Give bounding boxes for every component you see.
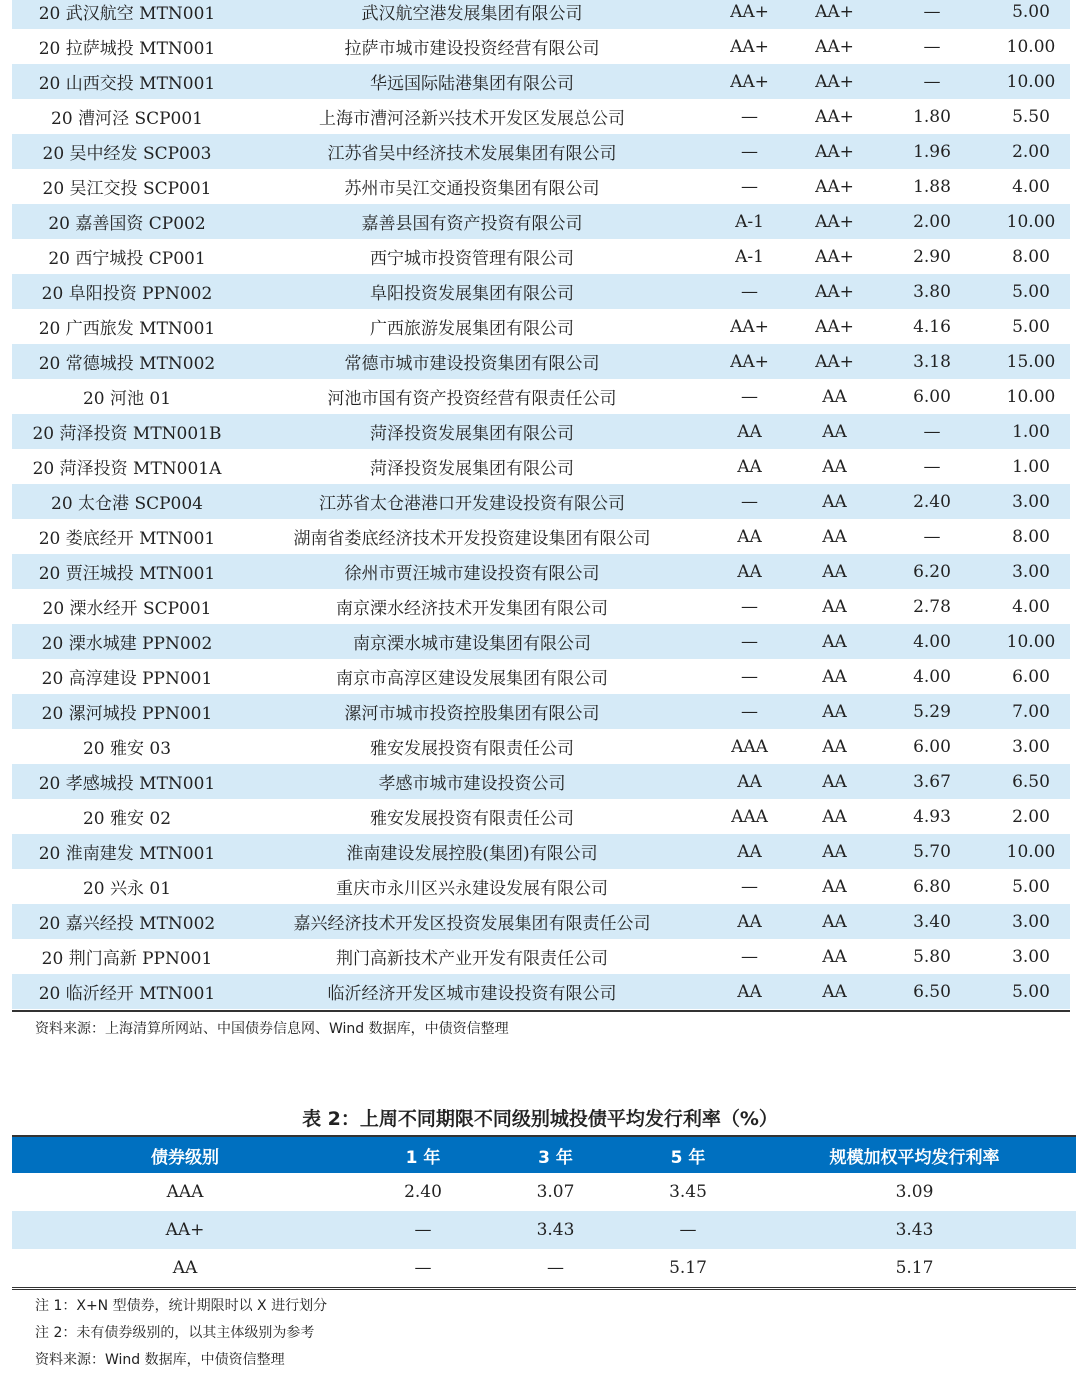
table-row	[12, 624, 1070, 659]
table-cell: 2.90	[913, 246, 951, 267]
table-row	[12, 589, 1070, 624]
note-1: 注 1：X+N 型债券，统计期限时以 X 进行划分	[35, 1298, 328, 1314]
table-cell: 2.40	[913, 491, 951, 512]
table-cell: 3.07	[536, 1182, 575, 1202]
table-row	[12, 274, 1070, 309]
table-cell: 3.80	[913, 281, 951, 302]
table-cell: 河池市国有资产投资经营有限责任公司	[327, 389, 617, 409]
table-cell: 1.00	[1012, 456, 1050, 477]
table-cell: 3.45	[669, 1182, 707, 1202]
table-cell: 3.00	[1012, 561, 1050, 582]
table-cell: 5.17	[895, 1258, 934, 1278]
table-cell: AA	[822, 701, 847, 722]
table-cell: 苏州市吴江交通投资集团有限公司	[344, 179, 600, 199]
bond-issuance-table	[12, 0, 1070, 1009]
table-cell: 8.00	[1012, 526, 1050, 547]
table-cell: 3.00	[1012, 946, 1050, 967]
table-cell: 拉萨市城市建设投资经营有限公司	[344, 39, 600, 59]
table-cell: 南京溧水城市建设集团有限公司	[353, 634, 591, 654]
table2-title: 表 2：上周不同期限不同级别城投债平均发行利率（%）	[302, 1108, 778, 1130]
table-row	[12, 974, 1070, 1009]
table-cell: AA+	[815, 71, 854, 92]
table-row	[12, 904, 1070, 939]
table-cell: AA	[822, 841, 847, 862]
table-cell: 淮南建设发展控股(集团)有限公司	[346, 844, 598, 864]
table-cell: 20 高淳建设 PPN001	[41, 669, 213, 689]
table-cell: 20 菏泽投资 MTN001B	[32, 424, 222, 444]
header-cell: 1 年	[405, 1147, 441, 1168]
table-cell: A-1	[735, 246, 764, 267]
table-cell: 上海市漕河泾新兴技术开发区发展总公司	[319, 109, 625, 129]
table-cell: AA+	[730, 351, 769, 372]
table-row	[12, 554, 1070, 589]
table-cell: —	[679, 1220, 697, 1240]
table-cell: AA+	[815, 351, 854, 372]
note-2: 注 2：未有债券级别的，以其主体级别为参考	[35, 1325, 315, 1341]
table-row	[12, 869, 1070, 904]
table-row	[12, 379, 1070, 414]
table-cell: —	[741, 701, 758, 722]
table-cell: 8.00	[1012, 246, 1050, 267]
table-cell: AA+	[815, 106, 854, 127]
table-cell: 1.88	[913, 176, 951, 197]
table-cell: 5.50	[1012, 106, 1050, 127]
table-cell: AA	[822, 421, 847, 442]
table-cell: AA+	[815, 176, 854, 197]
table-row	[12, 204, 1070, 239]
table2-source: 资料来源：Wind 数据库，中债资信整理	[35, 1352, 285, 1368]
table-row	[12, 764, 1070, 799]
table-cell: 江苏省吴中经济技术发展集团有限公司	[327, 144, 617, 164]
table-cell: 20 娄底经开 MTN001	[38, 529, 216, 549]
table-cell: 2.00	[1012, 806, 1050, 827]
table-cell: 20 漕河泾 SCP001	[51, 109, 203, 129]
table-cell: AA+	[730, 71, 769, 92]
table-row	[12, 484, 1070, 519]
table-cell: 徐州市贾汪城市建设投资有限公司	[344, 564, 600, 584]
table-cell: AA	[822, 666, 847, 687]
table-row	[12, 519, 1070, 554]
table-cell: AA	[822, 491, 847, 512]
table-row	[12, 694, 1070, 729]
table-cell: AA	[737, 981, 762, 1002]
table-cell: 1.80	[913, 106, 951, 127]
table-cell: 3.67	[913, 771, 951, 792]
table-cell: 20 兴永 01	[82, 879, 172, 899]
table-cell: 20 河池 01	[82, 389, 172, 409]
table-cell: 5.00	[1012, 281, 1050, 302]
table-cell: 嘉善县国有资产投资有限公司	[361, 214, 583, 234]
table-cell: 江苏省太仓港港口开发建设投资有限公司	[319, 494, 625, 514]
table-cell: 6.00	[913, 736, 951, 757]
table-cell: 20 孝感城投 MTN001	[38, 774, 216, 794]
table-cell: 漯河市城市投资控股集团有限公司	[344, 704, 600, 724]
table-cell: 20 嘉善国资 CP002	[48, 214, 206, 234]
table-cell: —	[923, 421, 941, 442]
table-cell: 15.00	[1006, 351, 1056, 372]
table-cell: 5.17	[669, 1258, 707, 1278]
table-cell: AA	[172, 1258, 198, 1278]
table-cell: AA	[822, 631, 847, 652]
table-cell: AA	[822, 981, 847, 1002]
table-cell: 嘉兴经济技术开发区投资发展集团有限责任公司	[293, 914, 651, 934]
table-cell: AA+	[165, 1220, 205, 1240]
table-cell: 南京市高淳区建设发展集团有限公司	[336, 669, 608, 689]
table-row	[12, 64, 1070, 99]
table-cell: AA+	[730, 1, 769, 22]
table-cell: 5.80	[913, 946, 951, 967]
table-cell: —	[741, 946, 758, 967]
table-cell: 临沂经济开发区城市建设投资有限公司	[327, 984, 617, 1004]
table-cell: —	[741, 281, 758, 302]
table-cell: 2.78	[913, 596, 951, 617]
table-cell: AA	[737, 526, 762, 547]
table-cell: —	[414, 1258, 432, 1278]
table-cell: 10.00	[1006, 36, 1056, 57]
table-row	[12, 834, 1070, 869]
table-cell: AA+	[815, 316, 854, 337]
table-row	[12, 309, 1070, 344]
table-cell: —	[741, 596, 758, 617]
table-cell: 10.00	[1006, 841, 1056, 862]
table-cell: —	[741, 491, 758, 512]
table-row	[12, 1249, 1076, 1287]
table1-source: 资料来源：上海清算所网站、中国债券信息网、Wind 数据库，中债资信整理	[35, 1021, 509, 1037]
table-cell: AA+	[730, 36, 769, 57]
table-cell: 6.00	[1012, 666, 1050, 687]
table-cell: 20 拉萨城投 MTN001	[38, 39, 216, 59]
table-cell: 20 山西交投 MTN001	[38, 74, 216, 94]
table-cell: 20 漯河城投 PPN001	[41, 704, 213, 724]
table-cell: 20 西宁城投 CP001	[48, 249, 206, 269]
table-cell: 4.00	[913, 631, 951, 652]
table-cell: 3.00	[1012, 911, 1050, 932]
table-cell: AA	[822, 596, 847, 617]
table-row	[12, 414, 1070, 449]
table-cell: AA	[822, 806, 847, 827]
header-cell: 5 年	[670, 1147, 706, 1168]
table-row	[12, 134, 1070, 169]
table-cell: 华远国际陆港集团有限公司	[370, 74, 574, 94]
table-cell: 20 阜阳投资 PPN002	[41, 284, 213, 304]
table-cell: AA+	[815, 36, 854, 57]
table-row	[12, 799, 1070, 834]
table-cell: 孝感市城市建设投资公司	[378, 774, 566, 794]
table-cell: AA	[737, 911, 762, 932]
table-cell: AA	[822, 456, 847, 477]
table-cell: 6.20	[913, 561, 951, 582]
table-cell: 20 溧水经开 SCP001	[42, 599, 212, 619]
table-cell: —	[741, 631, 758, 652]
table-cell: AA	[822, 946, 847, 967]
table-cell: 3.18	[913, 351, 951, 372]
table-header	[12, 1137, 1076, 1173]
table-cell: 常德市城市建设投资集团有限公司	[344, 354, 600, 374]
table-cell: AAA	[731, 806, 768, 827]
table-row	[12, 99, 1070, 134]
rate-table	[12, 1135, 1076, 1290]
table-cell: 20 广西旅发 MTN001	[38, 319, 216, 339]
table-cell: —	[547, 1258, 564, 1278]
table-cell: 荆门高新技术产业开发有限责任公司	[336, 949, 608, 969]
table-cell: 5.00	[1012, 316, 1050, 337]
table-cell: AA+	[815, 211, 854, 232]
table-cell: AA+	[815, 281, 854, 302]
table-row	[12, 29, 1070, 64]
table-cell: —	[923, 526, 941, 547]
table-cell: 菏泽投资发展集团有限公司	[370, 459, 574, 479]
table-cell: AA+	[730, 316, 769, 337]
table-cell: AA	[822, 736, 847, 757]
table-cell: 武汉航空港发展集团有限公司	[361, 4, 583, 24]
table-cell: 雅安发展投资有限责任公司	[370, 809, 574, 829]
table-cell: 4.93	[913, 806, 951, 827]
table-cell: 20 雅安 03	[82, 739, 172, 759]
table-cell: AA	[737, 456, 762, 477]
table-cell: AA	[822, 386, 847, 407]
table-cell: 1.96	[913, 141, 951, 162]
table-cell: AA	[822, 561, 847, 582]
table-cell: 5.00	[1012, 981, 1050, 1002]
table-cell: AA+	[815, 246, 854, 267]
table-cell: A-1	[735, 211, 764, 232]
table-cell: AAA	[731, 736, 768, 757]
header-cell: 规模加权平均发行利率	[829, 1147, 1000, 1168]
table-cell: 广西旅游发展集团有限公司	[370, 319, 574, 339]
table-cell: AAA	[166, 1182, 204, 1202]
table-row	[12, 939, 1070, 974]
table-cell: 20 嘉兴经投 MTN002	[38, 914, 216, 934]
table-cell: 20 太仓港 SCP004	[51, 494, 203, 514]
header-cell: 3 年	[538, 1147, 573, 1168]
table-cell: —	[923, 36, 941, 57]
table-cell: 2.40	[404, 1182, 442, 1202]
table-cell: 5.00	[1012, 876, 1050, 897]
table-cell: 4.00	[1012, 176, 1050, 197]
table-cell: —	[741, 141, 758, 162]
table-row	[12, 449, 1070, 484]
table-cell: —	[923, 71, 941, 92]
header-cell: 债券级别	[151, 1147, 219, 1168]
table-cell: AA	[822, 526, 847, 547]
table-cell: 20 吴江交投 SCP001	[42, 179, 212, 199]
table-cell: 20 贾汪城投 MTN001	[38, 564, 216, 584]
table-cell: —	[741, 106, 758, 127]
table-cell: —	[923, 1, 941, 22]
table-cell: 6.50	[913, 981, 951, 1002]
table-cell: 20 雅安 02	[82, 809, 172, 829]
table-cell: 3.00	[1012, 736, 1050, 757]
table-cell: 3.00	[1012, 491, 1050, 512]
table-cell: 南京溧水经济技术开发集团有限公司	[336, 599, 608, 619]
table-cell: AA	[737, 771, 762, 792]
table-cell: 10.00	[1006, 386, 1056, 407]
table-cell: 20 武汉航空 MTN001	[38, 4, 216, 24]
table-cell: 菏泽投资发展集团有限公司	[370, 424, 574, 444]
table-cell: 20 溧水城建 PPN002	[41, 634, 213, 654]
table-cell: 6.50	[1012, 771, 1050, 792]
table-cell: AA	[737, 421, 762, 442]
table-cell: AA+	[815, 1, 854, 22]
table-cell: 3.43	[536, 1220, 575, 1240]
table-row	[12, 1173, 1076, 1211]
table-cell: 10.00	[1006, 71, 1056, 92]
table-cell: 20 常德城投 MTN002	[38, 354, 216, 374]
table-cell: 湖南省娄底经济技术开发投资建设集团有限公司	[293, 529, 651, 549]
table-cell: 雅安发展投资有限责任公司	[370, 739, 574, 759]
table-cell: AA+	[815, 141, 854, 162]
table-cell: 7.00	[1012, 701, 1050, 722]
table-row	[12, 239, 1070, 274]
table-cell: 阜阳投资发展集团有限公司	[370, 284, 574, 304]
table-cell: 5.00	[1012, 1, 1050, 22]
table-cell: AA	[737, 841, 762, 862]
table-bottom-rule	[12, 1010, 1070, 1012]
table-cell: 3.43	[895, 1220, 934, 1240]
table-cell: —	[414, 1220, 432, 1240]
table-cell: 2.00	[913, 211, 951, 232]
table-cell: —	[741, 876, 758, 897]
table-cell: 20 吴中经发 SCP003	[42, 144, 212, 164]
table-cell: 4.00	[913, 666, 951, 687]
table-cell: AA	[822, 876, 847, 897]
table-row	[12, 169, 1070, 204]
table-cell: 2.00	[1012, 141, 1050, 162]
table-cell: 5.70	[913, 841, 951, 862]
table-cell: 10.00	[1006, 211, 1056, 232]
table-cell: 3.09	[895, 1182, 934, 1202]
table-row	[12, 659, 1070, 694]
table-row	[12, 344, 1070, 379]
table-cell: 20 菏泽投资 MTN001A	[32, 459, 222, 479]
table-cell: 20 淮南建发 MTN001	[38, 844, 216, 864]
table-cell: 10.00	[1006, 631, 1056, 652]
table-cell: —	[741, 666, 758, 687]
table-cell: 20 荆门高新 PPN001	[41, 949, 213, 969]
table-cell: 3.40	[913, 911, 951, 932]
table-cell: 1.00	[1012, 421, 1050, 442]
table-row	[12, 0, 1070, 29]
table-cell: 20 临沂经开 MTN001	[38, 984, 216, 1004]
table-row	[12, 729, 1070, 764]
table-cell: —	[741, 386, 758, 407]
table-cell: 4.00	[1012, 596, 1050, 617]
table-cell: AA	[737, 561, 762, 582]
table-cell: 5.29	[913, 701, 951, 722]
table-cell: AA	[822, 911, 847, 932]
table-cell: 4.16	[913, 316, 951, 337]
table-cell: 6.80	[913, 876, 951, 897]
table-cell: 6.00	[913, 386, 951, 407]
table-cell: —	[741, 176, 758, 197]
table-cell: AA	[822, 771, 847, 792]
table-row	[12, 1211, 1076, 1249]
table-cell: 重庆市永川区兴永建设发展有限公司	[336, 879, 608, 899]
table-cell: 西宁城市投资管理有限公司	[370, 249, 574, 269]
table-cell: —	[923, 456, 941, 477]
